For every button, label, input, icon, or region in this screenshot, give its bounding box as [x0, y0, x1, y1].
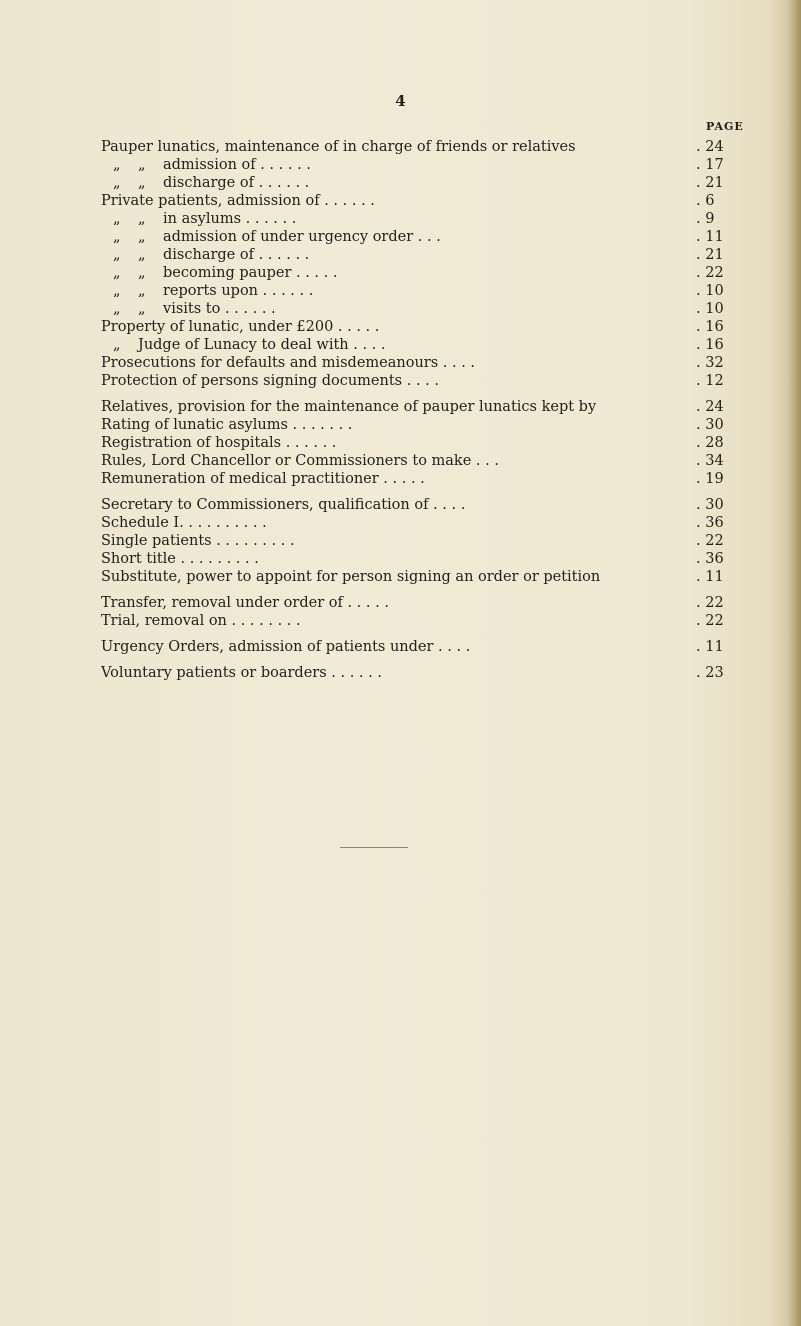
ditto-mark: „	[138, 211, 146, 227]
ditto-mark: „	[113, 229, 121, 245]
ditto-mark: „	[138, 301, 146, 317]
index-entry	[101, 532, 726, 550]
entry-label: Judge of Lunacy to deal with . . . .	[138, 337, 386, 353]
entry-text	[101, 336, 696, 354]
ditto-mark: „	[113, 247, 121, 263]
entry-page: . 36	[696, 515, 724, 531]
entry-text	[101, 192, 696, 210]
entry-text	[101, 354, 696, 372]
page-edge	[787, 0, 801, 1326]
entry-text	[101, 496, 696, 514]
entry-page: . 22	[696, 595, 724, 611]
entry-page: . 22	[696, 265, 724, 281]
entry-label: Remuneration of medical practitioner . . . . .	[101, 471, 425, 487]
entry-text	[101, 612, 696, 630]
entry-page: . 16	[696, 319, 724, 335]
page-number: 4	[395, 92, 406, 110]
ditto-mark: „	[113, 265, 121, 281]
entry-label: discharge of . . . . . .	[163, 175, 310, 191]
index-entry	[101, 246, 726, 264]
index-entry	[101, 210, 726, 228]
entry-page: . 24	[696, 139, 724, 155]
entry-label: visits to . . . . . .	[163, 301, 276, 317]
index-entry	[101, 138, 726, 156]
entry-label: Rating of lunatic asylums . . . . . . .	[101, 417, 353, 433]
entry-page: . 10	[696, 283, 724, 299]
ditto-mark: „	[138, 175, 146, 191]
index-entry	[101, 594, 726, 612]
entry-text	[101, 416, 696, 434]
entry-page: . 22	[696, 533, 724, 549]
index-entry	[101, 228, 726, 246]
ditto-mark: „	[113, 301, 121, 317]
ditto-mark: „	[138, 265, 146, 281]
entry-label: Protection of persons signing documents . . . .	[101, 373, 439, 389]
entry-label: Prosecutions for defaults and misdemeanours . . . .	[101, 355, 476, 371]
entry-text	[101, 532, 696, 550]
entry-text	[101, 174, 696, 192]
entry-page: . 17	[696, 157, 724, 173]
ditto-mark: „	[113, 157, 121, 173]
entry-label: Secretary to Commissioners, qualification of . . . .	[101, 497, 466, 513]
index-entry	[101, 354, 726, 372]
index-entry	[101, 156, 726, 174]
index-entry	[101, 282, 726, 300]
entry-page: . 11	[696, 639, 724, 655]
entry-label: Voluntary patients or boarders . . . . . .	[101, 665, 382, 681]
ditto-mark: „	[113, 337, 121, 353]
entry-page: . 24	[696, 399, 724, 415]
index-entry	[101, 638, 726, 656]
entry-page: . 19	[696, 471, 724, 487]
ditto-mark: „	[138, 157, 146, 173]
entry-page: . 11	[696, 569, 724, 585]
entry-page: . 16	[696, 337, 724, 353]
entry-text	[101, 228, 696, 246]
entry-text	[101, 318, 696, 336]
entry-label: Rules, Lord Chancellor or Commissioners to make . . .	[101, 453, 499, 469]
entry-page: . 9	[696, 211, 715, 227]
entry-text	[101, 138, 696, 156]
entry-text	[101, 664, 696, 682]
index-entry	[101, 664, 726, 682]
index-group	[101, 138, 726, 390]
ditto-mark: „	[138, 247, 146, 263]
index-entry	[101, 416, 726, 434]
index-entry	[101, 612, 726, 630]
index-list	[101, 138, 726, 690]
entry-page: . 22	[696, 613, 724, 629]
page-column-heading: PAGE	[706, 120, 744, 133]
entry-text	[101, 550, 696, 568]
entry-text	[101, 264, 696, 282]
entry-text	[101, 282, 696, 300]
entry-text	[101, 398, 696, 416]
index-entry	[101, 264, 726, 282]
entry-page: . 11	[696, 229, 724, 245]
divider-rule	[340, 847, 408, 848]
entry-text	[101, 594, 696, 612]
entry-label: Short title . . . . . . . . .	[101, 551, 259, 567]
entry-page: . 32	[696, 355, 724, 371]
entry-text	[101, 638, 696, 656]
entry-label: Property of lunatic, under £200 . . . . .	[101, 319, 380, 335]
index-group	[101, 398, 726, 488]
entry-text	[101, 452, 696, 470]
entry-label: admission of . . . . . .	[163, 157, 311, 173]
index-entry	[101, 318, 726, 336]
entry-text	[101, 372, 696, 390]
entry-text	[101, 568, 696, 586]
entry-page: . 34	[696, 453, 724, 469]
index-entry	[101, 372, 726, 390]
entry-text	[101, 514, 696, 532]
index-entry	[101, 550, 726, 568]
entry-label: Relatives, provision for the maintenance of pauper lunatics kept by	[101, 399, 597, 415]
entry-label: becoming pauper . . . . .	[163, 265, 338, 281]
index-group	[101, 496, 726, 586]
index-entry	[101, 496, 726, 514]
entry-page: . 23	[696, 665, 724, 681]
entry-label: reports upon . . . . . .	[163, 283, 314, 299]
entry-page: . 21	[696, 247, 724, 263]
index-entry	[101, 174, 726, 192]
index-entry	[101, 452, 726, 470]
entry-text	[101, 210, 696, 228]
entry-label: Transfer, removal under order of . . . . .	[101, 595, 389, 611]
entry-label: Pauper lunatics, maintenance of in charge of friends or relatives	[101, 139, 576, 155]
entry-label: Private patients, admission of . . . . . .	[101, 193, 375, 209]
entry-label: Schedule I. . . . . . . . . .	[101, 515, 267, 531]
entry-page: . 30	[696, 497, 724, 513]
index-entry	[101, 470, 726, 488]
entry-label: Substitute, power to appoint for person signing an order or petition	[101, 569, 601, 585]
index-group	[101, 638, 726, 656]
entry-label: Single patients . . . . . . . . .	[101, 533, 295, 549]
ditto-mark: „	[138, 283, 146, 299]
entry-label: Registration of hospitals . . . . . .	[101, 435, 337, 451]
entry-label: admission of under urgency order . . .	[163, 229, 441, 245]
index-entry	[101, 398, 726, 416]
entry-text	[101, 156, 696, 174]
index-entry	[101, 568, 726, 586]
entry-label: discharge of . . . . . .	[163, 247, 310, 263]
entry-page: . 21	[696, 175, 724, 191]
index-group	[101, 664, 726, 682]
entry-page: . 10	[696, 301, 724, 317]
ditto-mark: „	[113, 283, 121, 299]
ditto-mark: „	[138, 229, 146, 245]
entry-page: . 28	[696, 435, 724, 451]
index-group	[101, 594, 726, 630]
index-entry	[101, 514, 726, 532]
entry-text	[101, 246, 696, 264]
entry-page: . 6	[696, 193, 715, 209]
entry-label: Urgency Orders, admission of patients under . . . .	[101, 639, 471, 655]
index-entry	[101, 192, 726, 210]
ditto-mark: „	[113, 175, 121, 191]
index-entry	[101, 336, 726, 354]
entry-page: . 30	[696, 417, 724, 433]
entry-text	[101, 434, 696, 452]
entry-label: in asylums . . . . . .	[163, 211, 297, 227]
index-entry	[101, 300, 726, 318]
entry-text	[101, 300, 696, 318]
entry-page: . 12	[696, 373, 724, 389]
ditto-mark: „	[113, 211, 121, 227]
entry-text	[101, 470, 696, 488]
entry-label: Trial, removal on . . . . . . . .	[101, 613, 301, 629]
entry-page: . 36	[696, 551, 724, 567]
index-entry	[101, 434, 726, 452]
